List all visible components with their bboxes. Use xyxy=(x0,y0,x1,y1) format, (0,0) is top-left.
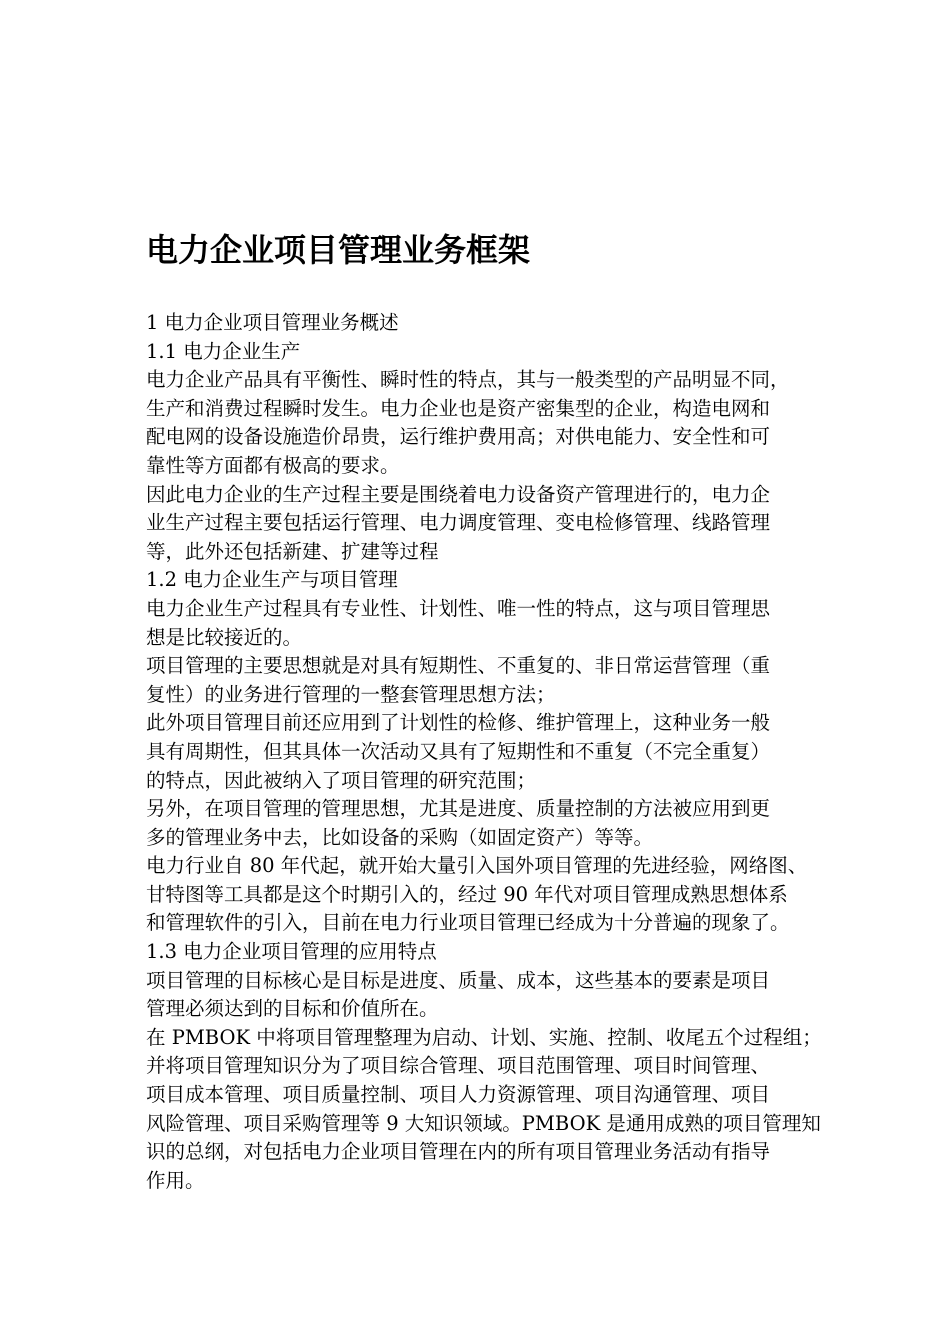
paragraph-line: 和管理软件的引入，目前在电力行业项目管理已经成为十分普遍的现象了。 xyxy=(146,911,790,935)
document-title: 电力企业项目管理业务框架 xyxy=(146,231,531,269)
paragraph-line: 识的总纲，对包括电力企业项目管理在内的所有项目管理业务活动有指导 xyxy=(146,1140,771,1164)
heading-section-1-3: 1.3 电力企业项目管理的应用特点 xyxy=(146,940,437,964)
heading-section-1-2: 1.2 电力企业生产与项目管理 xyxy=(146,568,398,592)
paragraph-line: 电力行业自 80 年代起，就开始大量引入国外项目管理的先进经验，网络图、 xyxy=(146,854,808,878)
paragraph-line: 作用。 xyxy=(146,1168,205,1192)
paragraph-line: 风险管理、项目采购管理等 9 大知识领域。PMBOK 是通用成熟的项目管理知 xyxy=(146,1111,821,1135)
heading-section-1-1: 1.1 电力企业生产 xyxy=(146,339,301,363)
paragraph-line: 另外，在项目管理的管理思想，尤其是进度、质量控制的方法被应用到更 xyxy=(146,797,771,821)
paragraph-line: 复性）的业务进行管理的一整套管理思想方法； xyxy=(146,682,556,706)
paragraph-line: 项目管理的目标核心是目标是进度、质量、成本，这些基本的要素是项目 xyxy=(146,968,771,992)
paragraph-line: 在 PMBOK 中将项目管理整理为启动、计划、实施、控制、收尾五个过程组； xyxy=(146,1025,822,1049)
paragraph-line: 甘特图等工具都是这个时期引入的，经过 90 年代对项目管理成熟思想体系 xyxy=(146,882,788,906)
paragraph-line: 配电网的设备设施造价昂贵，运行维护费用高；对供电能力、安全性和可 xyxy=(146,425,771,449)
paragraph-line: 业生产过程主要包括运行管理、电力调度管理、变电检修管理、线路管理 xyxy=(146,511,771,535)
paragraph-line: 并将项目管理知识分为了项目综合管理、项目范围管理、项目时间管理、 xyxy=(146,1054,771,1078)
paragraph-line: 的特点，因此被纳入了项目管理的研究范围； xyxy=(146,768,537,792)
paragraph-line: 电力企业产品具有平衡性、瞬时性的特点，其与一般类型的产品明显不同， xyxy=(146,368,790,392)
paragraph-line: 项目成本管理、项目质量控制、项目人力资源管理、项目沟通管理、项目 xyxy=(146,1083,771,1107)
paragraph-line: 具有周期性，但其具体一次活动又具有了短期性和不重复（不完全重复） xyxy=(146,739,771,763)
paragraph-line: 生产和消费过程瞬时发生。电力企业也是资产密集型的企业，构造电网和 xyxy=(146,396,771,420)
paragraph-line: 多的管理业务中去，比如设备的采购（如固定资产）等等。 xyxy=(146,825,654,849)
paragraph-line: 管理必须达到的目标和价值所在。 xyxy=(146,997,439,1021)
paragraph-line: 靠性等方面都有极高的要求。 xyxy=(146,453,400,477)
paragraph-line: 等，此外还包括新建、扩建等过程 xyxy=(146,539,439,563)
heading-section-1: 1 电力企业项目管理业务概述 xyxy=(146,311,399,334)
paragraph-line: 因此电力企业的生产过程主要是围绕着电力设备资产管理进行的，电力企 xyxy=(146,482,771,506)
paragraph-line: 此外项目管理目前还应用到了计划性的检修、维护管理上，这种业务一般 xyxy=(146,711,771,735)
paragraph-line: 想是比较接近的。 xyxy=(146,625,303,649)
document-body xyxy=(146,309,886,1195)
paragraph-line: 电力企业生产过程具有专业性、计划性、唯一性的特点，这与项目管理思 xyxy=(146,596,771,620)
paragraph-line: 项目管理的主要思想就是对具有短期性、不重复的、非日常运营管理（重 xyxy=(146,654,771,678)
